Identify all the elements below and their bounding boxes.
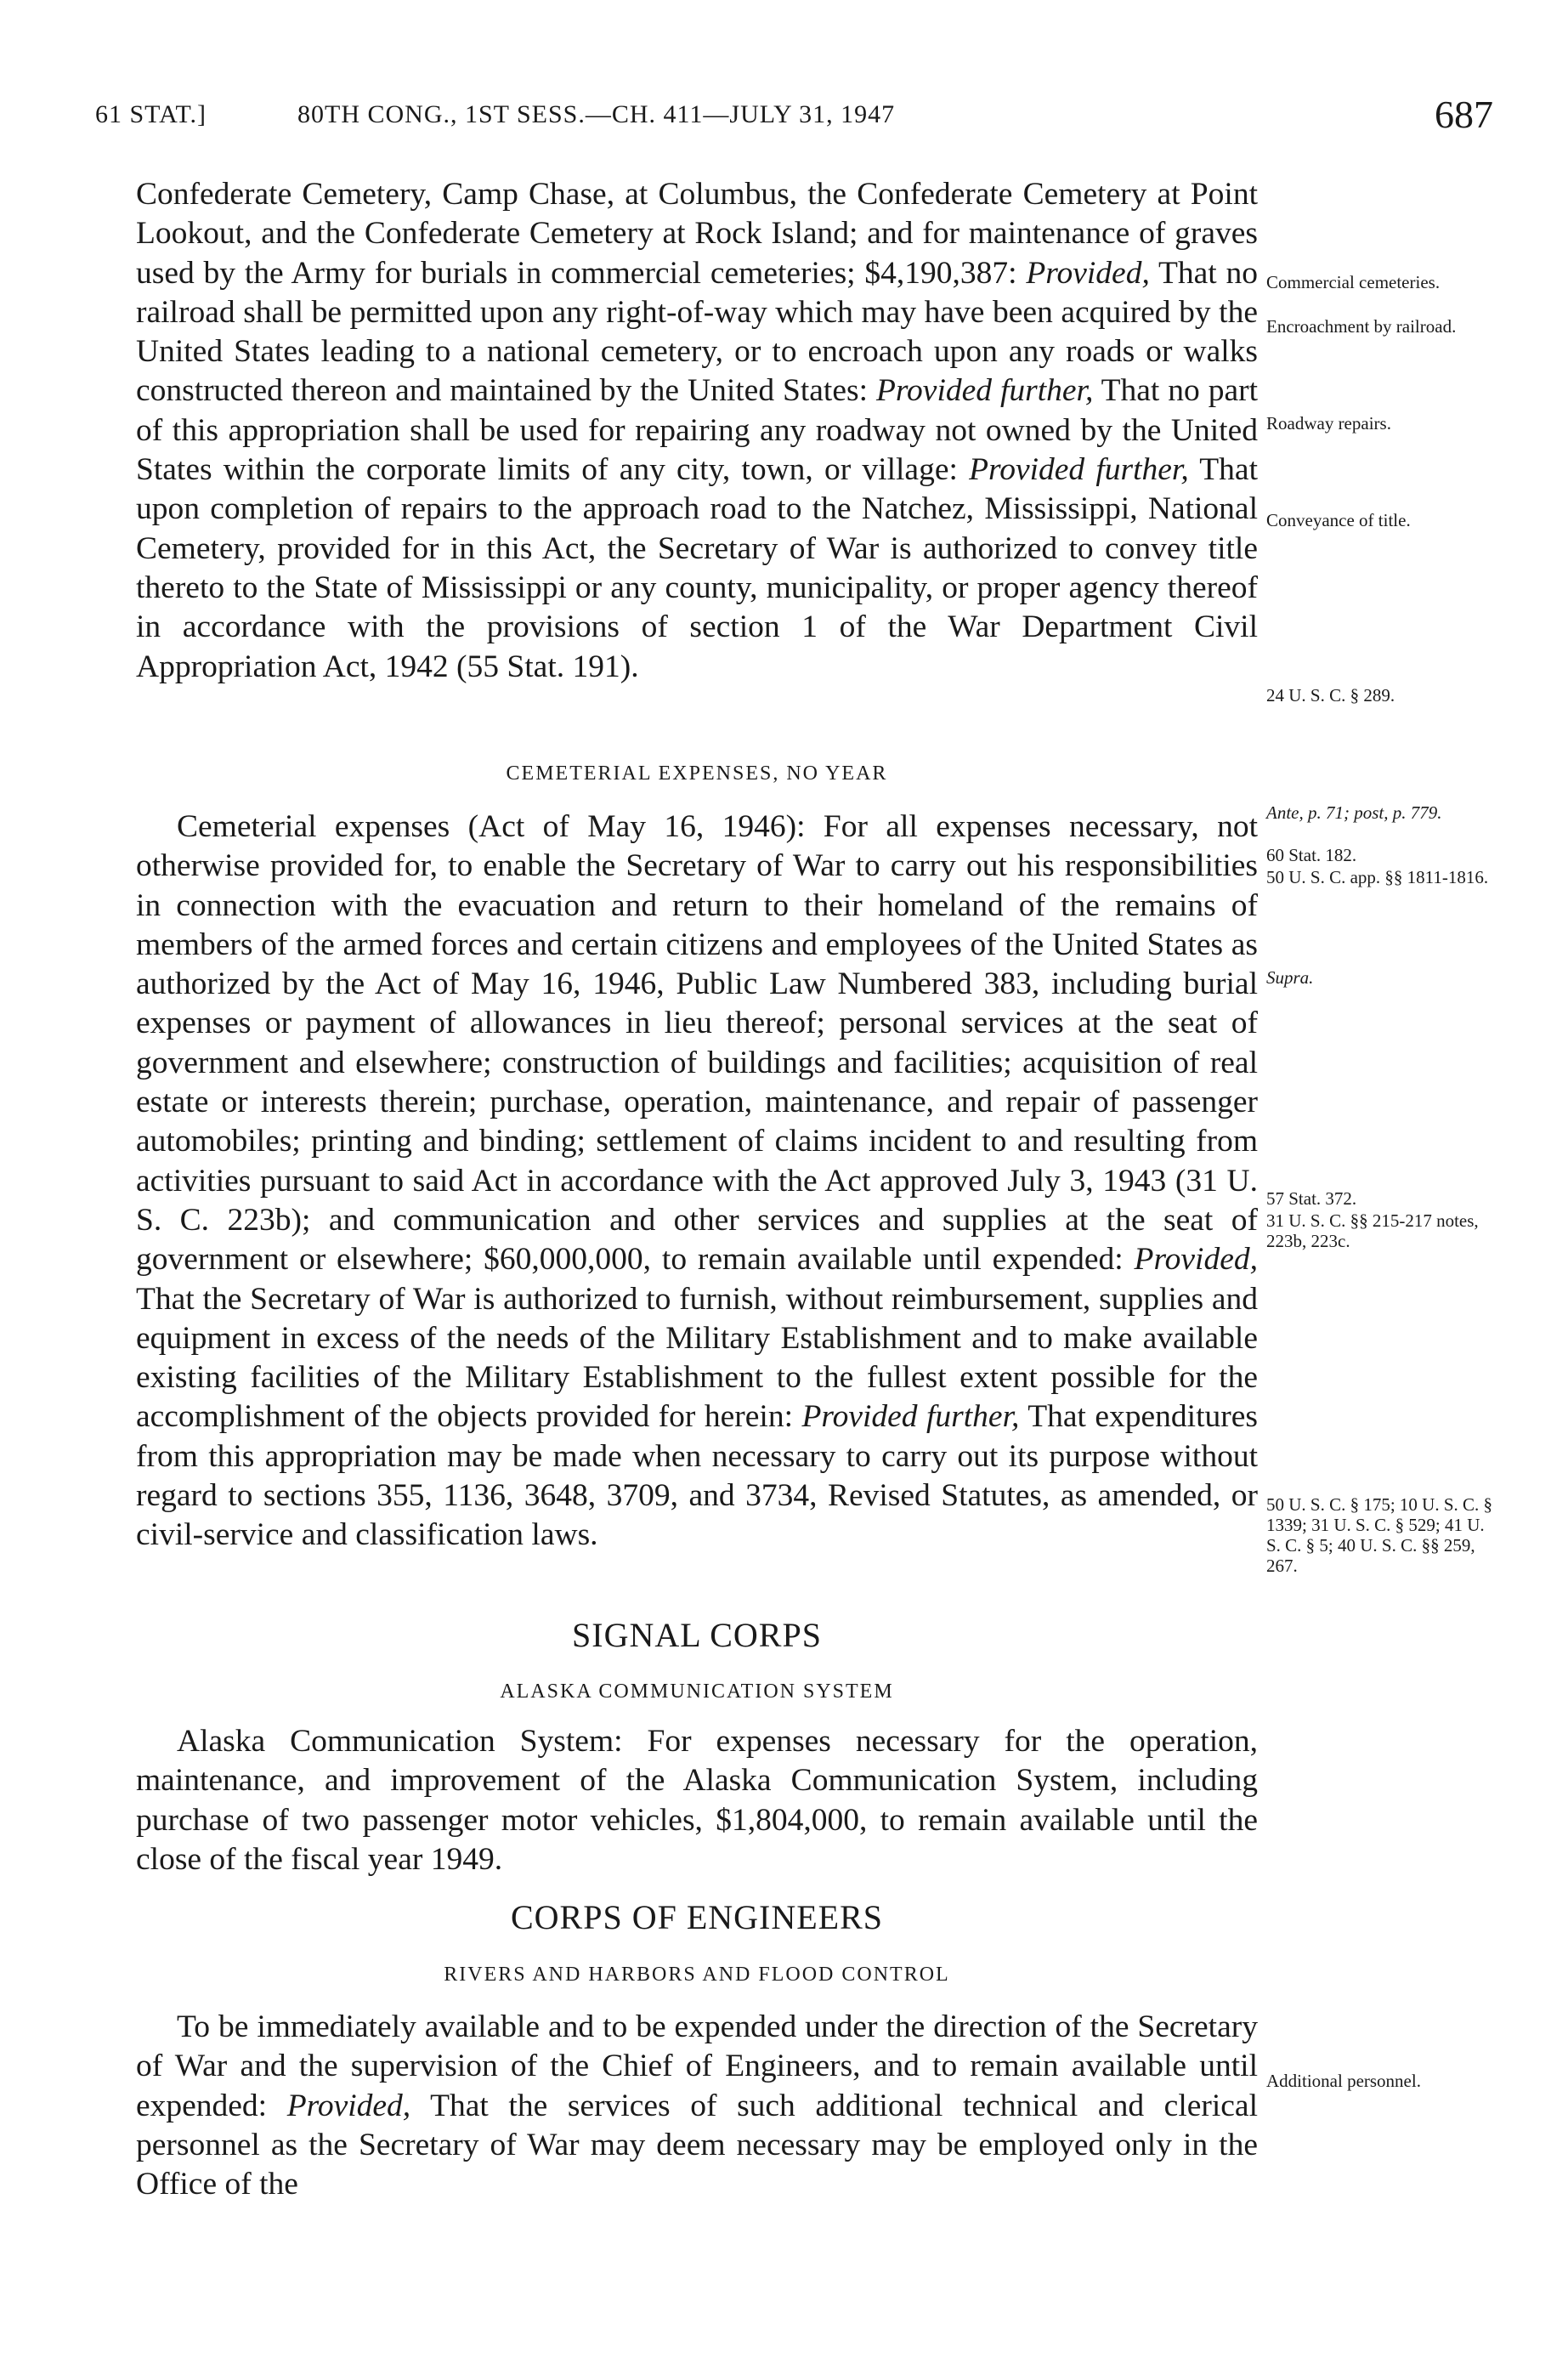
proviso-5: Provided further, [801,1399,1020,1435]
margin-note-conveyance: Conveyance of title. [1266,510,1411,530]
heading-alaska-communication: ALASKA COMMUNICATION SYSTEM [500,1680,894,1703]
margin-note-personnel: Additional personnel. [1266,2071,1421,2091]
para1-text-4: That upon completion of repairs to the approach road to the Natchez, Mississippi, National Cemetery, provided for in this Act, the Secretary of War is authorized to convey title thereto to the State of Mississippi or any county, municipality, or proper agency thereof in accordance with the provisions of section 1 of the War Department Civil Appropriation Act, 1942 (55 Stat. 191). [136,452,1258,684]
heading-corps-of-engineers: CORPS OF ENGINEERS [510,1898,884,1936]
margin-note-usc-app: 50 U. S. C. app. §§ 1811-1816. [1266,867,1489,887]
page-number: 687 [1435,93,1493,136]
para2-text-3: That expenditures from this appropriation may be made when necessary to carry out its purpose without regard to sections 355, 1136, 3648, 3709, and 3734, Revised Statutes, as amended, or civil-service and classification laws. [136,1399,1258,1553]
para2-text-1: Cemeterial expenses (Act of May 16, 1946): For all expenses necessary, not otherwise provided for, to enable the Secretary of War to carry out his responsibilities in connection with the evacuation and return to their homeland of the remains of members of the armed forces and certain citizens and employees of the United States as authorized by the Act of May 16, 1946, Public Law Numbered 383, including burial expenses or payment of allowances in lieu thereof; personal services at the seat of government and elsewhere; construction of buildings and facilities; acquisition of real estate or interests therein; purchase, operation, maintenance, and repair of passenger automobiles; printing and binding; settlement of claims incident to and resulting from activities pursuant to said Act in accordance with the Act approved July 3, 1943 (31 U. S. C. 223b); and communication and other services and supplies at the seat of government or elsewhere; $60,000,000, to remain available until expended: [136,809,1258,1278]
proviso-6: Provided, [286,2088,411,2123]
paragraph-rivers-harbors [136,2008,1258,2204]
heading-cemeterial-expenses: CEMETERIAL EXPENSES, NO YEAR [506,762,888,785]
para2-text-2: That the Secretary of War is authorized to furnish, without reimbursement, supplies and equipment in excess of the needs of the Military Establishment and to make available existing facilities of the Military Establishment to the fullest extent possible for the accomplishment of the objects provided for herein: [136,1281,1258,1435]
proviso-2: Provided further, [875,373,1094,409]
margin-note-encroachment: Encroachment by railroad. [1266,316,1457,337]
para4-text-2: That the services of such additional technical and clerical personnel as the Secretary of War may deem necessary may be employed only in the Office of the [136,2088,1258,2202]
margin-note-stat-182: 60 Stat. 182. [1266,845,1357,865]
paragraph-cemetery-maintenance [136,175,1258,687]
page-header [95,92,1493,143]
margin-note-usc-175: 50 U. S. C. § 175; 10 U. S. C. § 1339; 31 U. S. C. § 529; 41 U. S. C. § 5; 40 U. S. C. §§ 259, 267. [1266,1494,1493,1576]
para1-text-1: Confederate Cemetery, Camp Chase, at Columbus, the Confederate Cemetery at Point Lookout, and the Confederate Cemetery at Rock Island; and for maintenance of graves used by the Army for burials in commercial cemeteries; $4,190,387: [136,177,1258,291]
proviso-4: Provided, [1134,1242,1258,1278]
running-head: 80TH CONG., 1ST SESS.—CH. 411—JULY 31, 1947 [297,100,896,128]
margin-note-usc-215: 31 U. S. C. §§ 215-217 notes, 223b, 223c. [1266,1210,1479,1251]
heading-rivers-harbors: RIVERS AND HARBORS AND FLOOD CONTROL [444,1964,950,1986]
margin-note-supra: Supra. [1266,967,1314,988]
margin-note-roadway: Roadway repairs. [1266,413,1391,434]
margin-note-stat-372: 57 Stat. 372. [1266,1188,1357,1209]
margin-note-usc-289: 24 U. S. C. § 289. [1266,685,1395,706]
statute-volume: 61 STAT.] [95,100,207,128]
margin-note-commercial: Commercial cemeteries. [1266,272,1441,292]
paragraph-alaska-communication [136,1722,1258,1879]
para4-text-1: To be immediately available and to be expended under the direction of the Secretary of War and the supervision of the Chief of Engineers, and to remain available until expended: [136,2009,1258,2123]
proviso-3: Provided further, [969,452,1189,488]
paragraph-cemeterial-expenses [136,808,1258,1556]
proviso-1: Provided, [1026,255,1150,291]
para1-text-2: That no railroad shall be permitted upon any right-of-way which may have been acquired by the United States leading to a national cemetery, or to encroach upon any roads or walks constructed thereon and maintained by the United States: [136,255,1258,409]
heading-signal-corps: SIGNAL CORPS [572,1616,822,1654]
margin-note-ante: Ante, p. 71; post, p. 779. [1266,802,1442,823]
para1-text-3: That no part of this appropriation shall be used for repairing any roadway not owned by the United States within the corporate limits of any city, town, or village: [136,373,1259,488]
para3-text: Alaska Communication System: For expenses necessary for the operation, maintenance, and improvement of the Alaska Communication System, including purchase of two passenger motor vehicles, $1,804,000, to remain available until the close of the fiscal year 1949. [136,1724,1258,1877]
